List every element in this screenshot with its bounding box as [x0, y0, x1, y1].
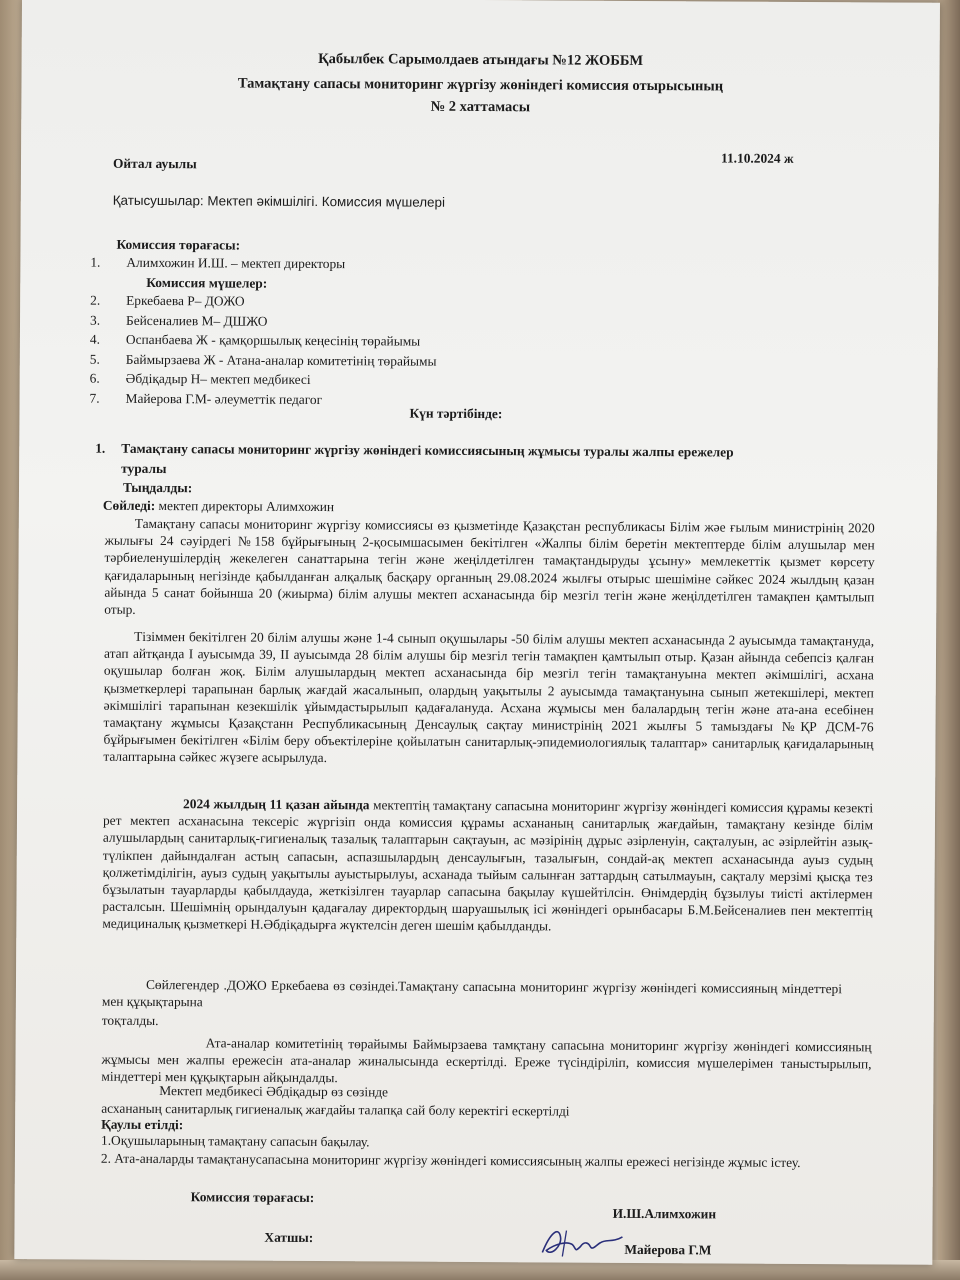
paragraph-3 [102, 795, 873, 937]
participants: Қатысушылар: Мектеп әкімшілігі. Комиссия мүшелері [112, 192, 445, 210]
item-number: 3. [89, 312, 101, 328]
secretary-signature [536, 1222, 628, 1263]
chair-list [90, 254, 345, 275]
sign-chair-name: И.Ш.Алимхожин [612, 1205, 717, 1222]
members-heading: Комиссия мүшелер: [146, 274, 268, 291]
sign-secretary-name: Майерова Г.М [624, 1241, 712, 1258]
item-text: Оспанбаева Ж - қамқоршылық кеңесінің төрайымы [125, 331, 421, 349]
agenda-heading: Күн тәртібінде: [409, 405, 503, 422]
commission-title: Тамақтану сапасы мониторинг жүргізу жөніндегі комиссия отырысының [237, 75, 724, 95]
protocol-page [14, 0, 940, 1265]
agenda-item-line2: туралы [121, 460, 167, 477]
paragraph-3-date: 2024 жылдың 11 қазан айында [183, 796, 370, 813]
protocol-number: № 2 хаттамасы [430, 98, 531, 116]
spoke-text: мектеп директоры Алимхожин [155, 498, 335, 515]
wall-right [938, 0, 960, 1280]
paragraph-6-text: асхананың санитарлық гигиеналық жағдайы талапқа сай болу керектігі ескертілді [101, 1100, 570, 1119]
paragraph-2: Тізіммен бекітілген 20 білім алушы және 1-4 сынып оқушылары -50 білім алушы мектеп асханасында 2 ауысымда тамақтануда, атап айтқанда І ауысымда 39, ІІ ауысымда 28 білім алушы бір мезгіл тегін тамақпен қамтылып отыр. Қазан айында себепсіз қалған оқушылар болған жоқ. Білім алушылардың мектеп асханасында бір мезгіл тегін тамақтануына мектеп әкімшілігі, асхана қызметкерлері тарапынан барлық жағдай жасалынып, олардың уақытылы 2 ауысымда тамақтануына сынып жетекшілері, мектеп әкімшілігі тарапынан кезекшілік ұйымдастырылып қадағалануда. Асхана жұмысы мен балалардың тегін және ата-ана есебінен тамақтану жұмысы Қазақстанн Республикасының Денсаулық сақтау министрінің 2021 жылғы 5 тамыздағы №ҚР ДСМ-76 бұйрығымен бекітілген «Білім беру объектілеріне қойылатын санитарлық-эпидемиологиялық талаптар» санитарлық қағидаларының талаптарына сәйкес жүзеге асырылуда. [103, 628, 875, 766]
list-item [90, 292, 437, 314]
chair-heading: Комиссия төрағасы: [116, 236, 241, 253]
item-number: 4. [89, 331, 101, 347]
item-text: Әбдіқадыр Н– мектеп медбикесі [125, 370, 311, 387]
heard-label: Тыңдалды: [122, 479, 193, 496]
item-text: Бейсеналиев М– ДШЖО [125, 312, 268, 329]
list-item [90, 370, 437, 392]
spoke-label: Сөйледі: [102, 497, 156, 514]
agenda-item-line1: Тамақтану сапасы мониторинг жүргізу жөніндегі комиссиясының жұмысы туралы жалпы ережелер [121, 440, 734, 460]
item-number: 1. [90, 254, 101, 270]
decision-heading: Қаулы етілді: [101, 1116, 184, 1133]
agenda-number: 1. [95, 440, 106, 456]
decision-1: 1.Оқушыларының тамақтану сапасын бақылау. [100, 1132, 370, 1150]
paragraph-5: Ата-аналар комитетінің төрайымы Баймырзаева тамқтану сапасына мониторинг жүргізу жөніндегі комиссияның жұмысы мен жалпы ережесін ата-аналар жиналысында ескертілді. Ереже түсіндіріліп, комиссия мүшелерімен таныстырылып, міндеттері мен құқықтарын айқындалды. [101, 1035, 872, 1086]
spoke-line [103, 497, 334, 516]
paragraph-4-end: тоқталды. [101, 1012, 159, 1029]
decision-2: 2. Ата-аналарды тамақтанусапасына мониторинг жүргізу жөніндегі комиссиясының жалпы ережесі негізінде жұмыс істеу. [100, 1150, 801, 1170]
paragraph-1: Тамақтану сапасы мониторинг жүргізу комиссиясы өз қызметінде Қазақстан республикасы Білім жәе ғылым министрінің 2020 жылығы 24 сәуірдегі №158 бұйрығының 2-қосымшасымен бекітілген «Жалпы білім беретін мектептерде білім алушылар мен тәрбиеленушілердің жекелеген санаттарына тегін және жеңілдетілген тамақтандыруды ұсыну» мемлекеттік қызмет көрсету қағидаларының негізінде қабылданған алқалық басқару органның 29.08.2024 жылғы отырыс шешіміне сәйкес 2024 жылдың қазан айында 5 санат бойынша 20 (жиырма) білім алушы мектеп асханасында бір мезгіл тегін және жеңілдетілген тамақпен қамтылып отыр. [104, 515, 875, 617]
list-item [90, 311, 437, 333]
paragraph-6-start: Мектеп медбикесі Әбдіқадыр өз сөзінде [159, 1083, 389, 1100]
sign-secretary-label: Хатшы: [264, 1229, 314, 1245]
item-text: Баймырзаева Ж - Атана-аналар комитетінің төрайымы [125, 351, 437, 369]
school-name: Қабылбек Сарымолдаев атындағы №12 ЖОББМ [318, 51, 644, 69]
list-item [90, 254, 345, 275]
item-number: 7. [89, 390, 100, 406]
item-number: 2. [90, 292, 101, 308]
list-item [89, 389, 436, 411]
item-text: Майерова Г.М- әлеуметтік педагог [125, 390, 323, 407]
list-item [90, 331, 437, 353]
place: Ойтал ауылы [112, 155, 197, 172]
paragraph-4: Сөйлегендер .ДОЖО Еркебаева өз сөзіндеі.Тамақтану сапасына мониторинг жүргізу жөніндегі комиссияның міндеттері мен құқықтарына [101, 976, 843, 1010]
item-text: Алимхожин И.Ш. – мектеп директоры [126, 254, 346, 272]
paragraph-3-text: мектептің тамақтану сапасына мониторинг жүргізу жөніндегі комиссия құрамы кезекті рет мектеп асханасына тексеріс жүргізіп онда комиссия құрамы асхананың санитарлық жағдайын, тамақтану кезінде білім алушылардың санитарлық-гигиеналық тазалық талаптарын сақтауын, ас мәзірінің дұрыс әзірленуін, сақталуын, ас әзірлейтін азық- түлікпен дайындалған астың сапасын, аспазшылардың денсаулығын, тазалығын, сондай-ақ мектеп асханасында ауыз судың қолжетімділігін, ауыз судың уақытылы ауыстырылуы, асханада тыйым салынған заттардың сатылмауын, сақталу мерзімі қысқа тез бұзылатын тауарларды қабылдауда, жеткізілген тауарлар сапасына бақылау күшейтілсін. Өнімдердің бұзылуы тиісті актілермен расталсын. Шешімнің орындалуын қадағалау директордың шаруашылық ісі жөніндегі орынбасары Б.М.Бейсеналиев пен мектептің медициналық қызметкері Н.Әбдіқадырға жүктелсін деген шешім қабылданды. [102, 797, 874, 934]
item-number: 5. [89, 351, 100, 367]
members-list [89, 292, 436, 411]
date: 11.10.2024 ж [720, 150, 794, 166]
paper-sheet [14, 0, 940, 1265]
sign-chair-label: Комиссия төрағасы: [190, 1189, 315, 1206]
item-number: 6. [89, 370, 100, 386]
item-text: Еркебаева Р– ДОЖО [126, 292, 245, 309]
list-item [90, 350, 437, 372]
